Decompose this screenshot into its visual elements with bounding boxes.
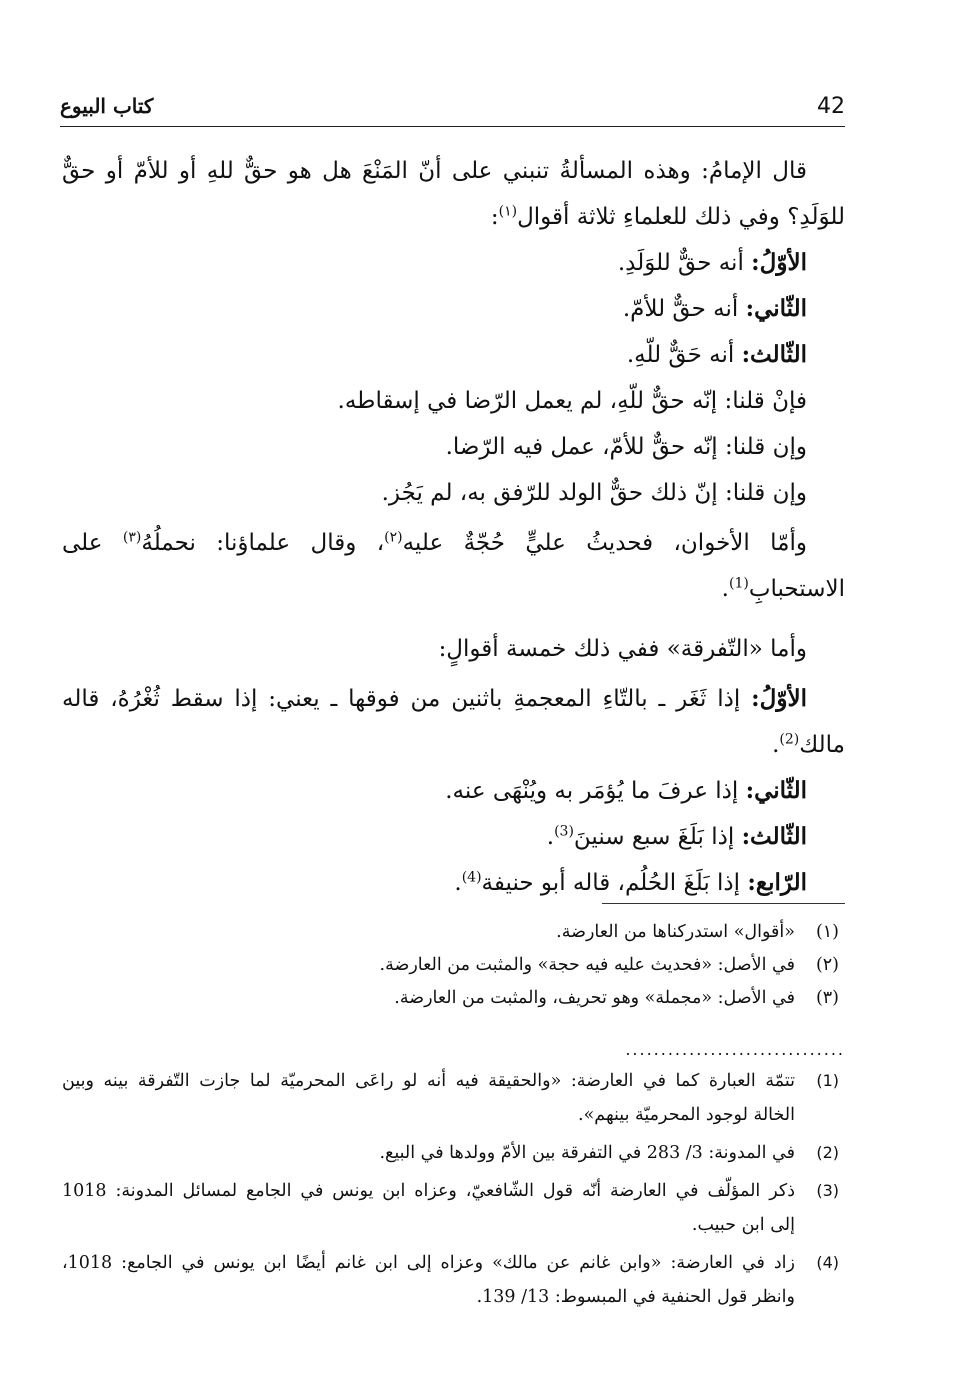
footnote (62, 1246, 845, 1314)
running-title: كتاب البيوع (60, 94, 154, 118)
footnote-number: (4) (816, 1253, 839, 1272)
paragraph-1-line-2-end: : (490, 204, 499, 230)
condition-3: وإن قلنا: إنّ ذلك حقٌّ الولد للرّفق به، لم يَجُز. (381, 480, 807, 506)
list-item-label: الأوّلُ: (751, 685, 807, 712)
footnote (62, 949, 845, 982)
list-item-text: أنه حَقٌّ للّهِ. (626, 342, 735, 368)
list-item-text: إذا عرفَ ما يُؤمَر به ويُنْهَى عنه. (445, 778, 739, 804)
list-item-label: الثّاني: (745, 777, 807, 804)
paragraph-2-line-1 (62, 520, 845, 566)
paragraph-2-line-2 (62, 566, 845, 612)
paragraph-2-line-2-end: . (721, 576, 729, 602)
condition-2: وإن قلنا: إنّه حقٌّ للأمّ، عمل فيه الرّضا. (445, 434, 807, 460)
list-item-label: الثّالث: (741, 823, 807, 850)
footnote-ref: (3) (554, 823, 574, 840)
opinion-1-line-1 (62, 676, 845, 722)
list-item (62, 332, 845, 378)
opinion-1-line-2 (62, 722, 845, 768)
footnote-line: في المدونة: 3/ 283 في التفرقة بين الأمّ وولدها في البيع. (379, 1143, 795, 1163)
paragraph-2-text-b: ، وقال علماؤنا: نحملُهُ (141, 530, 385, 556)
condition-1: فإنْ قلنا: إنّه حقٌّ للّهِ، لم يعمل الرّضا في إسقاطه. (337, 388, 807, 414)
list-item: الثّالث: إذا بَلَغَ سبع سنينَ$^{(3)}$. (546, 823, 807, 850)
footnote-number: (1) (816, 1071, 839, 1090)
page-number: 42 (817, 94, 845, 119)
footnote (62, 1064, 845, 1132)
footnote-text: «أقوال» استدركناها من العارضة. (556, 922, 795, 942)
list-item (62, 286, 845, 332)
list-item-label: الأوّلُ: (751, 249, 807, 276)
footnote-line: الخالة لوجود المحرميّة بينهم». (578, 1105, 795, 1125)
footnote-number: (3) (816, 1181, 839, 1200)
footnote-line: زاد في العارضة: «وابن غانم عن مالك» وعزاه إلى ابن غانم أيضًا ابن يونس في الجامع: 1018، (62, 1253, 795, 1273)
footnote-line: ذكر المؤلّف في العارضة أنّه قول الشّافعيّ، وعزاه ابن يونس في الجامع لمسائل المدونة: 1018 (62, 1181, 795, 1201)
footnote (62, 982, 845, 1015)
footnote-ref: (٢) (384, 529, 403, 546)
dotted-separator: ............................... (625, 1040, 845, 1059)
list-item (62, 768, 845, 814)
footnote-ref: (١) (498, 203, 518, 220)
list-item: الرّابع: إذا بَلَغَ الحُلُم، قاله أبو حنيفة$^{(4)}$. (454, 869, 807, 896)
paragraph-2-text-a: وأمّا الأخوان، فحديثُ عليٍّ حُجّةٌ عليه (402, 530, 808, 556)
list-item-text: أنه حقٌّ للوَلَدِ. (617, 250, 744, 276)
list-item-text: أنه حقٌّ للأمّ. (622, 296, 739, 322)
footnote-line: إلى ابن حبيب. (691, 1215, 795, 1235)
original-footnotes (62, 916, 845, 1015)
footnote-line: تتمّة العبارة كما في العارضة: «والحقيقة فيه أنه لو راعَى المحرميّة لما جازت التّفرقة بينه وبين (62, 1071, 795, 1091)
footnote-ref: (2) (779, 731, 800, 748)
paragraph-1-line-2 (62, 194, 845, 240)
opinion-1-line-2-end: . (772, 732, 780, 758)
footnote-line: وانظر قول الحنفية في المبسوط: 13/ 139. (476, 1287, 795, 1307)
list-item-text: إذا بَلَغَ سبع سنينَ (573, 824, 735, 850)
list-item-text: إذا بَلَغَ الحُلُم، قاله أبو حنيفة (481, 870, 741, 896)
main-text (62, 148, 845, 906)
footnote-ref: (٣) (122, 529, 142, 546)
footnote-ref: (1) (728, 575, 749, 592)
opinion-1-line-2-text: مالك (799, 732, 845, 758)
list-item-label: الثّالث: (741, 341, 807, 368)
footnote-ref: (4) (461, 869, 482, 886)
paragraph-2-text-c: على (62, 530, 123, 556)
paragraph-1-line-2-text: للوَلَدِ؟ وفي ذلك للعلماءِ ثلاثة أقوال (517, 204, 845, 230)
footnote-number: (٣) (815, 988, 839, 1008)
footnote-text: في الأصل: «فحديث عليه فيه حجة» والمثبت من العارضة. (379, 955, 795, 975)
footnote (62, 1174, 845, 1242)
list-item-label: الرّابع: (747, 869, 807, 896)
page-header (60, 88, 845, 127)
editor-footnotes (62, 1064, 845, 1318)
paragraph-2-line-2-text: الاستحبابِ (748, 576, 845, 602)
footnote-text: في الأصل: «مجملة» وهو تحريف، والمثبت من العارضة. (394, 988, 795, 1008)
footnote (62, 1136, 845, 1170)
paragraph-3: وأما «التّفرقة» ففي ذلك خمسة أقوالٍ: (438, 636, 807, 662)
footnote-number: (٢) (815, 955, 839, 975)
paragraph-1-line-1: قال الإمامُ: وهذه المسألةُ تنبني على أنّ المَنْعَ هل هو حقٌّ للهِ أو للأمّ أو حقٌّ (62, 158, 807, 184)
list-item-label: الثّاني: (745, 295, 807, 322)
footnote-number: (2) (816, 1143, 839, 1162)
opinion-1-text: إذا ثَغَر ـ بالتّاءِ المعجمةِ باثنين من فوقها ـ يعني: إذا سقط ثُغْرُهُ، قاله (62, 686, 752, 712)
footnote (62, 916, 845, 949)
footnote-number: (١) (815, 922, 839, 942)
footnote-separator-line (602, 903, 845, 904)
list-item (62, 240, 845, 286)
